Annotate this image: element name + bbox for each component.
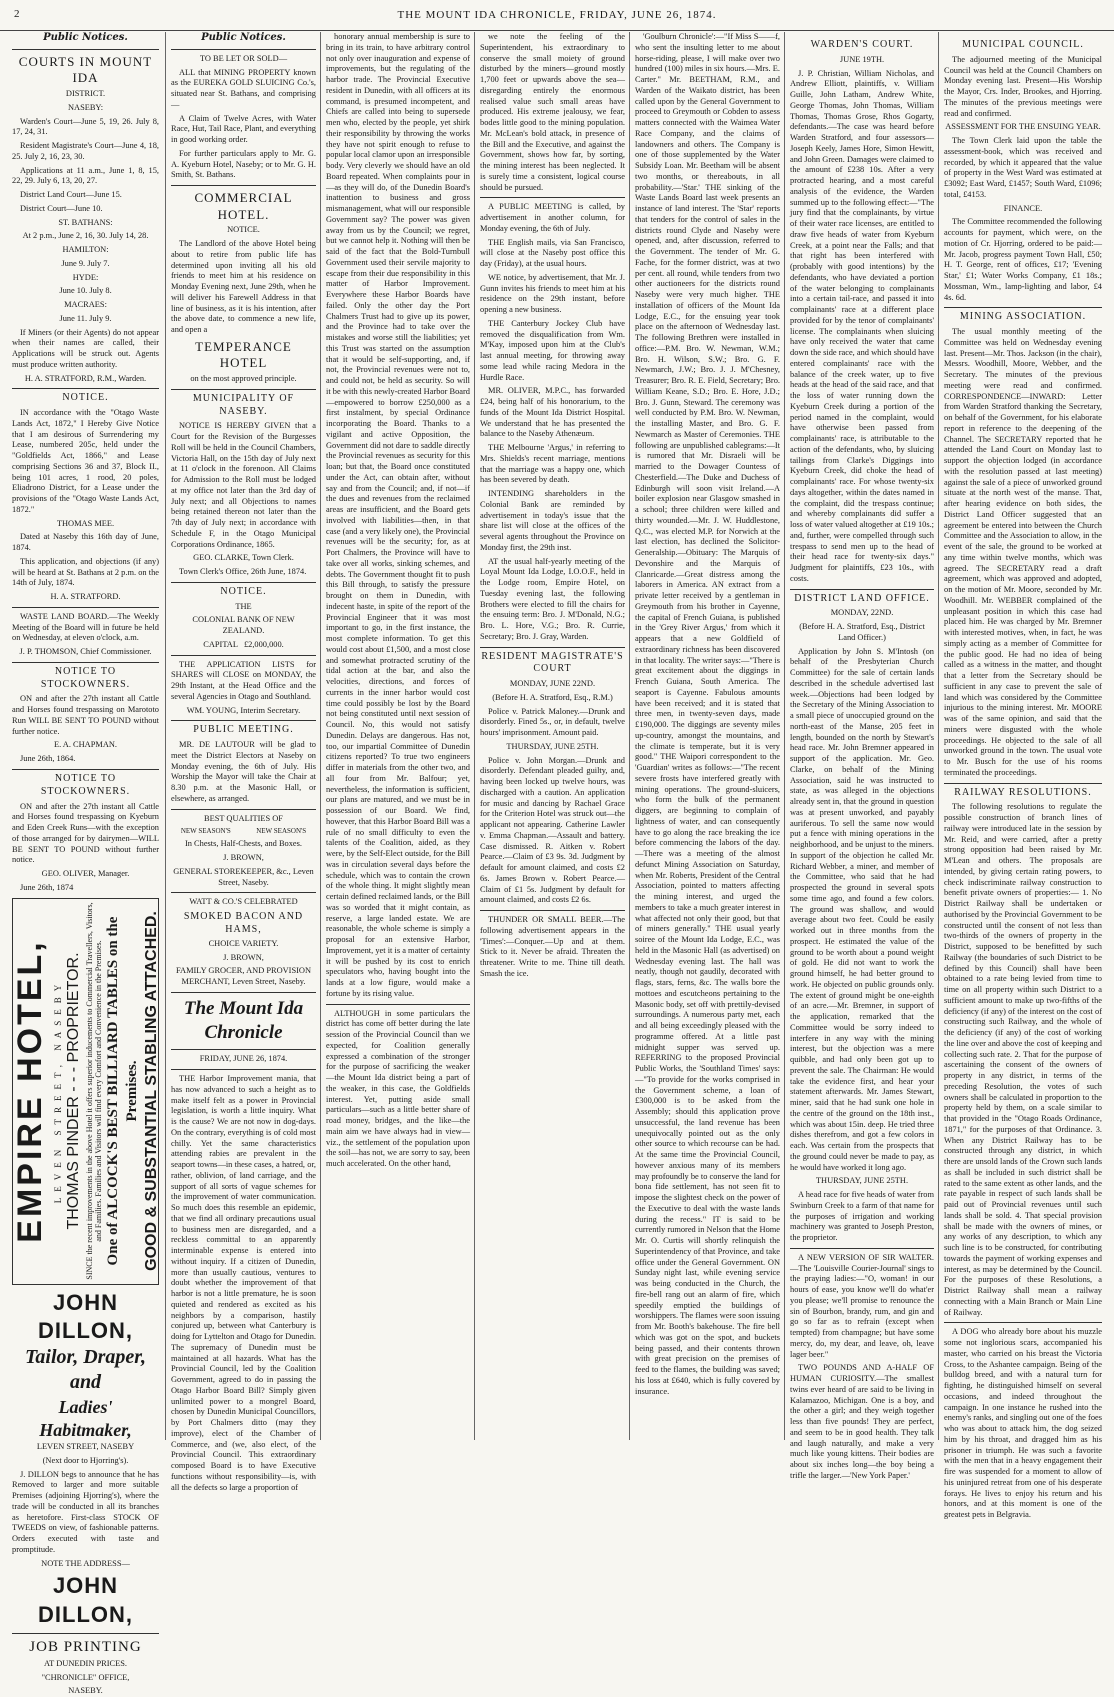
colonial-the: THE <box>235 601 252 611</box>
commercial-hotel: COMMERCIAL HOTEL. <box>194 190 293 222</box>
news-items: 'Goulburn Chronicle':—"If Miss S——f, who sent the insulting letter to me about horse-riding, please, I will make over two hundred (100) miles in six hours.—Mrs. E. Carter." Mr. BEETHAM, R.M., and Warden of the Waikato district, has been called upon by the General Government to proceed to Greymouth or Cobden to assess matters connected with the Waimea Water Race Company, and the claims of landowners and others. The Company is one of those supplemented by the Water Subsidy Loan. Mr. Beetham will be absent two months, or thereabouts, in all probability.—'Star.' THE sinking of the Waste Lands Board last week presents an instance of land interest. The 'Star' reports that tenders for the control of sales in the districts round Clyde and Naseby were opened, and, after discussion, referred to the Government. The tender of Mr. G. Fache, for the former district, was at two per cent. all round, while tenders from two other auctioneers for the districts round Naseby were very much higher. THE installation of officers of the Mount Ida Lodge, E.C., for the ensuing year took place on the afternoon of Wednesday last. The following Brethren were installed in office:—P.M. Bro. W. Newman, W.M.; Bro. H. Wilson, S.W.; Bro. G. F. Newmarch, J.W.; Bro. J. J. M'Chesney, Treasurer; Bro. R. E. Field, Secretary; Bro. William Keane, S.D.; Bro. E. Hore, J.D.; Bro. J. Gunn, Steward. The ceremony was well conducted by P.M. Bro. W. Newman, the installing Master, and Bro. G. F. Newmarch as Master of Ceremonies. THE following are unpublished cablegrams:—It is rumored that Mr. Disraeli will be married to the Dowager Countess of Chesterfield.—The Duke and Duchess of Edinburgh will soon visit Ireland.—A boiler explosion near Glasgow smashed in a school; three children were killed and thirty wounded.—Mr. J. W. Huddlestone, Q.C., was elected M.P. for Norwich at the last election, has declined the Solicitor-Generalship.—Obituary: The Marquis of Devonshire and the Marquis of Clanricarde.—Great distress among the laborers in America. AN extract from a private letter received by a gentleman in Greymouth from his brother in Cayenne, the capital of French Guiana, is published in the 'Grey River Argus,' from which it appears that a new Goldfield of extraordinary richness has been discovered in that locality. The writer says:—"There is great excitement about the diggings in French Guiana, South America. The seaport is Cayenne. Fabulous amounts have been received; and it is stated that three men, in twenty-seven days, made £190,000. The diggings are seventy miles up-country, amongst the mountains, and the climate is temperate, but it is very good." THE Waipori correspondent to the 'Guardian' writes as follows:—"The recent severe frosts have interfered greatly with mining operations. The ground-sluicers, who form the bulk of the permanent diggers, are beginning to complain of lightness of water, and can consequently have to go along the race breaking the ice before commencing the labors of the day.—There was a meeting of the almost defunct Mining Association on Saturday, when Mr. Roberts, President of the Central Association, pointed to matters affecting the mining interest, and urged the members to take a much greater interest in what affected not only their good, but that of miners generally." THE usual yearly soiree of the Mount Ida Lodge, E.C., was held in the Masonic Hall (as advertised) on Wednesday evening last. The hall was neatly, though not gaudily, decorated with flags, stars, ferns, &c. The walls bore the mottoes and escutcheons pertaining to the Masonic body, set off with prettily-devised surroundings. A numerous party met, each and all being exceedingly pleased with the programme offered. At a little past midnight supper was served up. REFERRING to the proposed Provincial Public Works, the 'Southland Times' says:—"To provide for the works comprised in the Government scheme, a loan of £300,000 is to be asked from the Assembly; should this application prove unsuccessful, the land revenue has been unequivocally pointed out as the only other source to which recourse can be had. At the same time the Provincial Council, however anxious many of its members may profoundly be to conserve the land for bona fide settlement, has not seen fit to impose the slightest check on the power of the Executive to deal with the waste lands during the recess." IT is said to be currently rumored in Nelson that the Home Mr. O. Curtis will shortly relinquish the Superintendency of that Province, and take office under the General Government. ON Sunday night last, while evening service was being conducted in the Church, the fire-bell rang out an alarm of fire, which speedily emptied the buildings of worshippers. The flames were soon issuing from Mr. Booth's bakehouse. The fire bell which was got on the spot, and buckets being passed, and their contents thrown with great precision on the premises of feed to the flames, the building was saved; his loss at £640, which is fully covered by insurance. <box>635 32 780 1396</box>
chronicle-office: "CHRONICLE" OFFICE, <box>41 1672 130 1682</box>
dillon-name: JOHN DILLON, <box>38 1289 133 1343</box>
thursday-heading: THURSDAY, JUNE 25TH. <box>815 1176 909 1186</box>
macraes-label: MACRAES: <box>64 300 107 310</box>
thunder-item: THUNDER OR SMALL BEER.—The following advertisement appears in the 'Times':—Conquer.—Up and at them. Stick to it. Never be afraid. Threaten the threatener. Write to me. Thine till death. Smash the ice. <box>480 915 625 978</box>
hotel-stabling: GOOD & SUBSTANTIAL STABLING ATTACHED. <box>142 911 160 1271</box>
rm-body-2: Police v. John Morgan.—Drunk and disorderly. Defendant pleaded guilty, and, having been locked up twelve hours, was discharged with a caution. An application for music and dancing by Rachael Grace for the Criterion Hotel was struck out—the applicant not appearing. Catherine Lawler v. Emma Chapman.—Assault and battery. Case dismissed. R. Aitken v. Robert Pearce.—Claim of £3 9s. 3d. Judgment by default for amount claimed, and costs £2 6s. James Brown v. Robert Pearce.—Claim of £1 5s. Judgment by default for amount claimed, and costs £2 6s. <box>480 755 625 905</box>
wardens-court-dates: Warden's Court—June 5, 19, 26. July 8, 17, 24, 31. <box>12 116 159 137</box>
notice-date: Dated at Naseby this 16th day of June, 1874. <box>12 532 159 553</box>
stockowners-date: June 26th, 1864. <box>20 754 76 764</box>
young-signature: WM. YOUNG, Interim Secretary. <box>186 705 301 715</box>
capital-label: CAPITAL <box>203 639 238 649</box>
sir-walter-item: A NEW VERSION OF SIR WALTER.—The 'Louisville Courier-Journal' sings to the praying ladies:—"O, woman! in our hours of ease, you know we'll do what'er you please; we'll promise to renounce the sin of Bourbon, brandy, rum, and gin and go so far as to refrain (except when tempted) from champagne; but have some mercy, do, my dear, and leave, oh, leave lager beer." <box>790 1252 934 1359</box>
district-court: District Court—June 10. <box>20 203 103 213</box>
notice-heading-2: NOTICE. <box>171 582 316 599</box>
hotel-description: SINCE the recent improvements in the above Hotel it offers superior inducements to Commercial Travellers, Visitors, and Families. Families and Visitors will find every Comfort and Convenience in the Premises. <box>84 902 103 1280</box>
particulars: For further particulars apply to Mr. G. A. Kyeburn Hotel, Naseby; or to Mr. G. H. Smith, St. Bathans. <box>171 148 316 180</box>
railway-body: The following resolutions to regulate the possible construction of branch lines of railway were introduced late in the session by Mr. Reid, and were carried, after a pretty strong opposition had been raised by Mr. M'Lean and others. The proposals are intended, by giving certain rating powers, to check indiscriminate railway construction to benefit private owners of properties:— 1. No District Railway shall be undertaken or authorised by the Provincial Government to be constructed until the consent of not less than two-thirds of the owners of property in the District, supposed to be benefitted by such Railway (the boundaries of such District to be defined by this Council) shall have been obtained to a rate being levied from time to time on all property within such District to a sufficient amount to make up two-fifths of the deficiency (if any) of the interest on the cost of constructing such Railway, and the whole of the deficiency (if any) of the cost of working the line over and above the cost of keeping and collecting such rate. 2. That for the purpose of ascertaining the consent of the owners of property in any district, in terms of the preceding Resolution, the votes of such owners shall be calculated in proportion to the property held by them, on a scale similar to that provided in the "Otago Roads Ordinance, 1871," for the purposes of that Ordinance. 3. When any District Railway has to be constructed through any district, in which there are unsold lands of the Crown such lands as shall be included in such district shall be rated to the same extent as other lands, and the rate payable in respect of such lands shall be paid out of Provincial revenues until such lands shall be sold. 4. That special provision shall be made with the owners of mines, or any works of any description, to which any such line is to be constructed, for contributing towards the payment of working expenses and interest, as may be determined by the Council. For the purposes of these Resolutions, a District Railway shall mean a railway connecting with a Main Branch or Main Line of Railway. <box>944 802 1102 1317</box>
english-mails-item: THE English mails, via San Francisco, will close at the Naseby post office this day (Friday), at the usual hours. <box>480 237 625 268</box>
land-office-date: MONDAY, 22ND. <box>830 608 894 618</box>
dillon-name-2: JOHN DILLON, <box>38 1573 133 1627</box>
commercial-notice: NOTICE. <box>227 225 260 235</box>
stockowners-heading: NOTICE TO STOCKOWNERS. <box>12 662 159 692</box>
dillon-body: J. DILLON begs to announce that he has Removed to larger and more suitable Premises (adjoining Hjorring's), where the trade will be conducted in all its branches as heretofore. First-class STOCK OF TWEEDS on view, of fashionable patterns. Orders executed with taste and promptitude. <box>12 1469 159 1554</box>
dunedin-prices: AT DUNEDIN PRICES. <box>44 1658 127 1668</box>
thursday-body: A head race for five heads of water from Swinburn Creek to a farm of that name for the purposes of irrigation and working machinery was granted to Joseph Preston, the proprietor. <box>790 1190 934 1243</box>
grocer-text: FAMILY GROCER, AND PROVISION MERCHANT, Leven Street, Naseby. <box>175 966 312 987</box>
page-number: 2 <box>14 8 21 20</box>
dillon-note: NOTE THE ADDRESS— <box>41 1558 130 1568</box>
section-heading: Public Notices. <box>43 32 128 43</box>
hotel-billiard: One of ALCOCK'S BEST BILLIARD TABLES on the Premises. <box>104 916 140 1266</box>
application-lists: THE APPLICATION LISTS for SHARES will CLOSE on MONDAY, the 29th Instant, at the Head Office and the several Agencies in Otago and Southland. <box>171 659 316 701</box>
dillon-address: LEVEN STREET, NASEBY <box>36 1442 135 1452</box>
objections-signature: H. A. STRATFORD. <box>50 592 121 602</box>
column-5 <box>635 32 780 1440</box>
argus-item: THE Melbourne 'Argus,' in referring to Mrs. Shields's recent marriage, mentions that the marriage was a happy one, which has been severed by death. <box>480 443 625 485</box>
running-head <box>0 0 1114 31</box>
editorial-continued: honorary annual membership is sure to bring in its train, to have arbitrary control not only over inauguration and expense of improvements, but the regulating of the harbor trade. The Provincial Executive resident in Dunedin, with all officers at its command, is presumed incompetent, and Chiefs are called into being to supersede men who, elected by the people, yet shirk their responsibility by throwing the works they have not spirit enough to refuse to popular local clamor upon an irresponsible body. Very cleverly we should have an old Board repeated. When complaints pour in—as they will do, of the Dunedin Board's inattention to business and gross mismanagement, what will our responsible Government say? The power was given away from us by the Council; we regret, but we cannot help it. Nothing will then be said of the fact that the Bold-Turnbull Government used their servile majority to escape from their due responsibility in this matter of Harbor Improvement. Everywhere these Harbor Boards have failed. Only the other day the Port Chalmers Trust had to give up its power, and the Province had to take over the mistakes and worse still the liabilities; yet this Trust was started on the assumption that it would be self-supporting, and, if not, the Provincial revenues were not to, and could not, be held as security. So will it be with this newly-created Harbor Board—empowered to borrow £250,000 as a first instalment, by special Ordinance incorporating the Board. Thanks to a vigilant and active Opposition, the Government did not dare to saddle directly the Provincial revenues as security for this loan; but that, the Board once constituted under the Act, can obtain after, without say and from the Council; and, if not—if the dues and revenues from the reclaimed areas are insufficient, and the Board gets involved with liabilities—then, in that case (and a very likely one), the Provincial revenues will be the security; for, as at Port Chalmers, the Province will have to take over all works, sinking schemes, and debts. The Government thought fit to push this Bill through, to satisfy the pressure brought on them in Dunedin, with indecent haste, in spite of the report of the Provincial Engineer that it was most important to go, in the first instance, the most complete information. To get this would cost about £1,500, and a most close and somewhat protracted scrutiny of the tidal action at the bar, and also the velocities, directions, and forces of currents in the inner harbor would cost time could possibly be lost by the Board not being constituted until next session of Council. No, this would not satisfy Dunedin. Delays are dangerous. Has not, too, our impartial Committee of Dunedin citizens reported? To true two engineers differ in materials from the other two, and all four from Mr. Balfour; yet, nevertheless, the information is sufficient, our plans are matured, and we must be in possession of our Board. We find, however, that this Harbor Board Bill was a rule of no small difficulty to even the talents of the Coalition, aided, as they were, by the Self-Elect outside, for the Bill was in circulation several days before the schedule, which was to contain the crown of the whole thing. It might slightly mean certain defined reclaimed lands, or the Bill was so worded that it might contain, as reserve, a large landed estate. We are reasonable, the whole scheme is simply a proposal for an extensive Harbor, Improvement, yet it is a matter of certainty it will be pushed by its cost to enrich speculators who, having bought into the lands at a low figure, would make a fortune by its rising value. <box>326 32 470 998</box>
oliver-item: MR. OLIVER, M.P.C., has forwarded £24, being half of his honorarium, to the funds of the Mount Ida District Hospital. We understand that he has presented the balance to the Naseby Athenæum. <box>480 386 625 439</box>
rm-body: Police v. Patrick Maloney.—Drunk and disorderly. Fined 5s., or, in default, twelve hours' imprisonment. Amount paid. <box>480 706 625 738</box>
lautour-notice: MR. DE LAUTOUR will be glad to meet the District Electors at Naseby on Monday evening, the 6th of July. His Worship the Mayor will take the Chair at 8.30 p.m. at the Masonic Hall, or elsewhere, as arranged. <box>171 740 316 803</box>
claim-description: A Claim of Twelve Acres, with Water Race, Hut, Tail Race, Plant, and everything in good working order. <box>171 113 316 145</box>
land-office-heading: DISTRICT LAND OFFICE. <box>790 589 934 606</box>
stockowners2-signature: GEO. OLIVER, Manager. <box>41 869 130 879</box>
running-title: THE MOUNT IDA CHRONICLE, FRIDAY, JUNE 26, 1874. <box>397 9 717 21</box>
dillon-trade-2: Ladies' Habitmaker, <box>39 1397 132 1441</box>
rm-court-heading: RESIDENT MAGISTRATE'S COURT <box>480 647 625 677</box>
season-left: NEW SEASON'S <box>180 827 231 836</box>
chests-text: In Chests, Half-Chests, and Boxes. <box>184 839 302 849</box>
column-4 <box>480 32 625 1440</box>
watt-text: WATT & CO.'S CELEBRATED <box>189 897 298 907</box>
stockowners-signature: E. A. CHAPMAN. <box>53 740 118 750</box>
two-pounds-item: TWO POUNDS AND A-HALF OF HUMAN CURIOSITY.—The smallest twins ever heard of are said to be living in Kalamazoo, Michigan. One is a boy, and the other a girl; and they weigh together less than five pounds! They are perfect, and seem to be in good health. They talk and laugh naturally, and make a very much like young kittens. Their bodies are about six inches long—the boy being a trifle the larger.—'New York Paper.' <box>790 1363 934 1480</box>
stockowners2-heading: NOTICE TO STOCKOWNERS. <box>12 769 159 799</box>
mining-association-body: The usual monthly meeting of the Committee was held on Wednesday evening last. Present—Mr. Thos. Jackson (in the chair), Messrs. Woodhill, Moore, Webber, and the Secretary. The minutes of the previous meeting were read and confirmed. CORRESPONDENCE—INWARD: Letter from Warden Stratford thanking the Secretary, on behalf of the Government, for his elaborate report in reference to the deepening of the Channel. The SECRETARY reported that he attended the Land Court on Monday last to support the objection lodged (in accordance with the resolution passed at last meeting) against the sale of a piece of unworked ground situate at the north west of the manse. That, after hearing evidence on both sides, the District Land Officer suggested that an agreement be entered into between the Church Committee and the Association to allow, in the event of the sale, the ground to be worked at any time within twelve months, which was agreed. The SECRETARY read a draft agreement, which was approved and adopted, on the motion of Mr. Moore, seconded by Mr. Woodhill. Mr. WEBBER complained of the unpleasant position in which this case had placed him. He was charged by Mr. Bremner with interested motives, when, in fact, he was simply acting as a member of Committee for the public good. He had no idea of being called as a witness in the matter, and thought that a letter from the Secretary should be sufficient in any case to prevent the sale of land which was considered by the Committee injurious to the mining interest. Mr. MOORE was of the same opinion, and said that the miners were disgusted with the whole proceedings. He objected to the sale of all unworked ground in the town. The usual vote to Mr. Busch for the use of his rooms terminated the proceedings. <box>944 327 1102 777</box>
column-2 <box>171 32 316 1492</box>
column-7 <box>944 32 1102 1520</box>
hotel-proprietor: THOMAS PINDER - - - PROPRIETOR. <box>64 952 82 1230</box>
stratford-signature: H. A. STRATFORD, R.M., Warden. <box>24 373 147 383</box>
land-office-before: (Before H. A. Stratford, Esq., District Land Officer.) <box>799 622 925 642</box>
column-6 <box>790 32 934 1480</box>
municipality-body: NOTICE IS HEREBY GIVEN that a Court for the Revision of the Burgesses Roll will be held in the Council Chambers, Victoria Hall, on the 15th day of July next at 11 o'clock in the forenoon. All Claims for Admission to the Roll must be lodged at my office not later than the 3rd day of July next; and all Objections to names being retained thereon not later than the 7th day of July next; in accordance with Schedule F, in the Otago Municipal Corporations Ordinance, 1865. <box>171 421 316 549</box>
shareholders-item: INTENDING shareholders in the Colonial Bank are reminded by advertisement in today's issue that the share list will close at the offices of the several agents throughout the Province on Monday first, the 29th inst. <box>480 489 625 552</box>
capital-value: £2,000,000. <box>243 639 284 649</box>
finance-body: The Committee recommended the following accounts for payment, which were, on the motion of Cr. Hjorring, ordered to be paid:—Mr. Jacob, progress payment Town Hall, £50; H. T. George, rent of offices, £17; 'Evening Star,' £1; Water Works Company, £1 18s.; Mossman, Wm., lamp-lighting and labor, £4 4s. 6d. <box>944 217 1102 302</box>
section-heading-2: Public Notices. <box>201 32 286 43</box>
hyde-label: HYDE: <box>72 272 99 282</box>
finance-heading: FINANCE. <box>1003 203 1043 213</box>
rm-thursday: THURSDAY, JUNE 25TH. <box>506 741 599 751</box>
smoked-bacon: SMOKED BACON AND HAMS, <box>183 911 304 935</box>
public-meeting-item: A PUBLIC MEETING is called, by advertisement in another column, for Monday evening, the 6th of July. <box>480 202 625 233</box>
storekeeper-text: GENERAL STOREKEEPER, &c., Leven Street, Naseby. <box>173 866 314 887</box>
temperance-hotel: TEMPERANCE HOTEL <box>195 338 292 371</box>
columns <box>10 32 1106 1696</box>
applications-dates: Applications at 11 a.m., June 1, 8, 15, 22, 29. July 6, 13, 20, 27. <box>12 165 159 186</box>
editorial-text: THE Harbor Improvement mania, that has now advanced to such a height as to make itself felt as a power in Provincial legislation, is worth a little inquiry. What is the cause? We are not now in dog-days. On the contrary, everything is of cold most chilly. Yet the same characteristics attending rabies are prevalent in the seaport towns—in these cases, a hatred, or, rather, oblivion, of land carriage, and the support of all sorts of vague schemes for the improvement of water communication. So much does this resemble an epidemic, that we find all ordinary precautions usual to business men are disregarded, and a reckless committal to an apparently interminable expense is entered into without inquiry. If a citizen of Dunedin, more than usually cautious, ventures to doubt whether the improvement of that harbor is not a little premature, he is soon quieted and rendered as excited as his neighbors by a comparison, hastily conjured up, between what Canterbury is doing for Lyttelton and Otago for Dunedin. The supremacy of Dunedin must be maintained at all hazards. What has the Provincial Council, led by the Coalition Government, agreed to do in passing the Otago Harbor Board Bill? Simply given unlimited power to a mongrel Board, chosen by Dunedin Municipal Councillors, by Port Chalmers ditto (may they improve), elect of the Chamber of Commerce, and (we, also elect, of the Provincial Council. This extraordinary composed Board is to have Executive functions without responsibility—is, with all the defects so large a proportion of <box>171 1074 316 1492</box>
assessment-body: The Town Clerk laid upon the table the assessment-book, which was received and recorded, by which it appeared that the value of property in the West Ward was estimated at £3092; East Ward, £1457; South Ward, £1096; total, £4153. <box>944 136 1102 199</box>
column-1 <box>10 32 160 1696</box>
although-article: ALTHOUGH in some particulars the district has come off better during the late session of the Provincial Council than we expected, for Coalition generally expressed a combination of the stronger for the purpose of sacrificing the weaker—the Mount Ida district being a part of the weaker, in this case, the Goldfields interest. Yet, putting aside small particulars—such as a little better share of road money, bridges, and the like—the main aim we have always had in view—viz., the settlement of the population upon the soil—has not, we are sorry to say, been much accelerated. On the other hand, <box>326 1008 470 1168</box>
hamilton-label: HAMILTON: <box>62 245 109 255</box>
district-land-court: District Land Court—June 15. <box>20 190 122 200</box>
courts-title: COURTS IN MOUNT IDA <box>18 53 153 86</box>
column-3 <box>326 32 470 1440</box>
hotel-street: LEVEN STREET, NASEBY <box>52 978 63 1204</box>
notice-signature: THOMAS MEE. <box>56 518 115 528</box>
newspaper-nameplate: The Mount Ida Chronicle <box>183 997 304 1044</box>
railway-heading: RAILWAY RESOLUTIONS. <box>944 783 1102 800</box>
choice-variety: CHOICE VARIETY. <box>208 938 279 948</box>
season-right: NEW SEASON'S <box>256 827 307 836</box>
superintendent-article: we note the feeling of the Superintendent, his extraordinary to conserve the small moiety of ground disturbed by the miners—ground mostly 1,700 feet or upwards above the sea—disregarding entirely the enormous realised value such small areas have produced. His extreme jealousy, we fear, bodes little good to the mining population. Mr. McLean's bold attack, in presence of the Bill and the Executive, and against the Government, shows how far, by sorting, the mining interest has been neglected. It is surely time a consistent, logical course should be pursued. <box>480 32 625 192</box>
jockey-club-item: THE Canterbury Jockey Club have removed the disqualification from Wm. M'Kay, imposed upon him at the Club's last annual meeting, for throwing away some lead while racing Medora in the Hurdle Race. <box>480 318 625 382</box>
mining-association-heading: MINING ASSOCIATION. <box>944 307 1102 324</box>
issue-date: FRIDAY, JUNE 26, 1874. <box>199 1054 288 1064</box>
macraes-dates: June 11. July 9. <box>59 313 112 323</box>
stockowners2-date: June 26th, 1874 <box>20 882 74 892</box>
lodge-item: AT the usual half-yearly meeting of the Loyal Mount Ida Lodge, I.O.O.F., held in the Lodge room, Empire Hotel, on Tuesday evening last, the following Brothers were elected to fill the chairs for the ensuing term: Bro. J. M'Donald, N.G.; Bro. L. Hore, V.G.; Bro. R. Currie, Secretary; Bro. J. Gray, Warden. <box>480 556 625 641</box>
advertisement-item: WE notice, by advertisement, that Mr. J. Gunn invites his friends to meet him at his residence on the 29th instant, before opening a new business. <box>480 272 625 314</box>
notice-heading: NOTICE. <box>12 388 159 405</box>
rm-monday: MONDAY, JUNE 22ND. <box>509 679 596 689</box>
temperance-sub: on the most approved principle. <box>190 374 297 384</box>
stockowners-body: ON and after the 27th instant all Cattle and Horses found trespassing on Marototo Run WILL BE SENT TO POUND without further notice. <box>12 694 159 736</box>
brown-name-2: J. BROWN, <box>223 952 264 962</box>
municipality-date: Town Clerk's Office, 26th June, 1874. <box>179 567 307 577</box>
courts-subtitle: DISTRICT. <box>65 89 106 99</box>
stockowners2-body: ON and after the 27th instant all Cattle and Horses found trespassing on Kyeburn and Eden Creek Runs—with the exception of those arranged for by dairymen—WILL BE SENT TO POUND without further notice. <box>12 801 159 865</box>
hotel-name: EMPIRE HOTEL, <box>10 939 49 1243</box>
hyde-dates: June 10. July 8. <box>59 286 112 296</box>
council-heading: MUNICIPAL COUNCIL. <box>962 39 1084 50</box>
land-office-body: Application by John S. M'Intosh (on behalf of the Presbyterian Church Committee) for the sale of certain lands described in the schedule advertised last week.—Objections had been lodged by the Secretary of the Mining Association to a small piece of unoccupied ground on the north-east of the Manse, 205 feet in length, bounded on the north by Stewart's head race. Mr. John Bremner appeared in support of the application. Mr. Geo. Clarke, on behalf of the Mining Association, said he was instructed to state, as was alleged in the objections already sent in, that the ground in question was at present unworked, and payably auriferous. To sell the same now would put a fence with mining operations in the neighborhood, and be unjust to the miners. In support of the objection he called Mr. Richard Webber, a miner, and member of the Committee, who said that he had prospected the ground in several spots some time ago, and found a few colors. The ground was shallow, and would average about two feet. Could be easily worked out in three months from the prospect. He estimated the value of the ground to be worth about a pound weight of gold. He did not want to work the ground himself, he had better ground to work. He objected on public grounds only. The extent of ground might be one-eighth of an acre.—Mr. Bremner, in support of the application, remarked that the Committee would be sorry indeed to interfere in any way with the mining interest, but the objection was a mere quibble, and had only been got up to prevent the sale. The Chairman: He would take the evidence first, and hear your statement afterwards. Mr. James Stewart, miner, said that he had sunk one hole in the centre of the ground on the 18th inst., which was about 15in. deep. He tried three dishes therefrom, and got a few colors in each. Was certain from the prospects that the ground could never be made to pay, as he would have worked it long ago. <box>790 646 934 1172</box>
dog-item: A DOG who already bore about his muzzle some not inglorious scars, accompanied his master, who carried on his breast the Victoria Cross, to the Ashantee campaign. Being of the bulldog breed, and with a natural turn for fighting, he distinguished himself on several occasions, and indeed throughout the campaign. In one instance he rushed into the enemy's ranks, and singling out one of the foes who was about to attack him, the dog seized him by his throat, and dragged him as his prisoner in triumph. He was such a favorite with the men that in a heavy engagement their fire was suspended for a moment to allow of his uninjured retreat from one of his desperate forays. He lives to enjoy his return and his honors, and at this moment is one of the greatest pets in Belgravia. <box>944 1327 1102 1520</box>
st-bathans-label: ST. BATHANS: <box>58 217 113 227</box>
waste-land-signature: J. P. THOMSON, Chief Commissioner. <box>19 647 152 657</box>
best-qualities: BEST QUALITIES OF <box>204 813 283 823</box>
dillon-trade: Tailor, Draper, and <box>25 1345 146 1394</box>
job-printing: JOB PRINTING <box>29 1638 142 1655</box>
hamilton-dates: June 9. July 7. <box>61 258 110 268</box>
municipality-heading: MUNICIPALITY OF NASEBY. <box>171 389 316 419</box>
commercial-body: The Landlord of the above Hotel being about to retire from public life has determined upon inviting all his old friends to meet him at his residence on Monday Evening next, June 29th, when he will deliver his Farewell Address in that line of business, as it is his intention, after the above date, to commence a new life, and open a <box>171 239 316 335</box>
notice-body: IN accordance with the "Otago Waste Lands Act, 1872," I Hereby Give Notice that I am desirous of Surrendering my Lease, numbered 205c, held under the "Goldfields Act, 1866," and Lease comprising Sections 36 and 37, Block II., being 101 acres, 1 rood, 20 poles, Eliadrono District, for a Lease under the provisions of the "Otago Waste Lands Act, 1872." <box>12 408 159 514</box>
wardens-court-body: J. P. Christian, William Nicholas, and Andrew Elliott, plaintiffs, v. William Guille, John Latham, Andrew White, George Thomas, John Thomas, William Thomas, Thomas Grose, Rhos Gogarty, defendants.—The case was heard before Warden Stratford, and four assessors—Joseph Keely, James Hore, Simon Hewitt, and John Green. Damages were claimed to the amount of £238 10s. After a very protracted hearing, and a most careful analysis of the evidence, the Warden summed up to the following effect:—"The jury find that the complainants, by virtue of their water race licenses, are entitled to draw five heads of water from Kyeburn Creek, at a point near the Falls; and that that right has been interfered with (probably with good intentions) by the defendants, who have deviated a portion of the water belonging to complainants into a certain tail-race, and passed it into complainants' race at a different place provided for by the tenor of complainants' license. The complainants when sluicing have only received the water that came down the side race, and which should have entered complainants' race with the balance of the creek water, up to five heads at the head of the said race, and that the loss of water running down the Kyeburn Creek during a portion of the period named in the complaint, would have otherwise been passed from complainants' race, is attributable to the action of the defendants, who, by sluicing tailings from Clarke's Diggings into Kyeburn Creek, did choke the head of complainants' race. For whose twenty-six days altogether, within the dates named in the complaint, did the trespass continue; and whereby complainants did suffer a loss of water valued altogether at £19 10s.; and, further, were compelled through such trespass to send men up to the head of their head race for twenty-six days." Judgment for plaintiffs, £23 10s., with costs. <box>790 68 934 583</box>
resident-court-dates: Resident Magistrate's Court—June 4, 18, 25. July 2, 16, 23, 30. <box>12 141 159 161</box>
st-bathans-dates: At 2 p.m., June 2, 16, 30. July 14, 28. <box>22 231 149 241</box>
empire-hotel-advert <box>12 898 159 1285</box>
rm-before: (Before H. A. Stratford, Esq., R.M.) <box>492 692 613 702</box>
dillon-advert <box>12 1289 159 1629</box>
dillon-next-door: (Next door to Hjorring's). <box>42 1455 129 1465</box>
brown-name: J. BROWN, <box>223 853 264 863</box>
colonial-bank: COLONIAL BANK OF NEW ZEALAND. <box>192 615 295 636</box>
naseby-label: NASEBY: <box>67 102 104 112</box>
wardens-court-heading: WARDEN'S COURT. <box>810 39 914 50</box>
chronicle-naseby: NASEBY. <box>68 1686 103 1696</box>
objections-text: This application, and objections (if any) will be heard at St. Bathans at 2 p.m. on the 14th of July, 1874. <box>12 556 159 588</box>
public-meeting-heading: PUBLIC MEETING. <box>171 720 316 737</box>
waste-land-board: WASTE LAND BOARD.—The Weekly Meeting of the Board will in future be held on Wednesday, at eleven o'clock, a.m. <box>12 611 159 643</box>
wardens-court-date: JUNE 19TH. <box>839 54 885 64</box>
mining-property: ALL that MINING PROPERTY known as the EUREKA GOLD SLUICING Co.'s, situated near St. Bathans, and comprising— <box>171 67 316 109</box>
assessment-heading: ASSESSMENT FOR THE ENSUING YEAR. <box>945 122 1101 132</box>
miners-note: If Miners (or their Agents) do not appear when their names are called, their Applications will be struck out. Agents must produce written authority. <box>12 327 159 369</box>
council-body: The adjourned meeting of the Municipal Council was held at the Council Chambers on Monday evening last. Present—His Worship the Mayor, Crs. Inder, Brookes, and Hjorring. The minutes of the previous meetings were read and confirmed. <box>944 54 1102 118</box>
municipality-signature: GEO. CLARKE, Town Clerk. <box>193 553 294 563</box>
let-or-sold: TO BE LET OR SOLD— <box>199 53 288 63</box>
season-tables <box>171 827 316 836</box>
